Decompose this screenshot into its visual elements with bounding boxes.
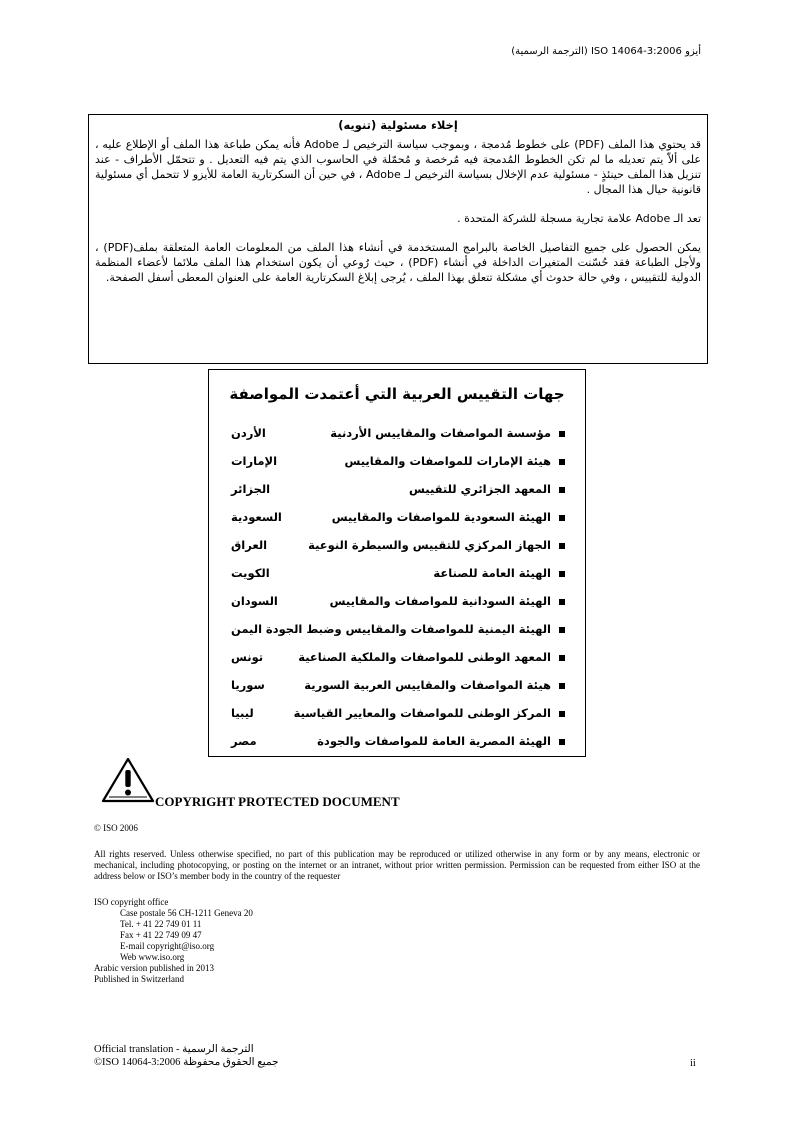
bullet-square-icon [559, 599, 565, 605]
org-name: هيئة المواصفات والمقاييس العربية السورية [304, 678, 551, 692]
country-name: تونس [231, 650, 264, 664]
office-name: ISO copyright office [94, 897, 169, 907]
list-item [221, 680, 565, 708]
rights-text: All rights reserved. Unless otherwise specified, no part of this publication may be reproduced or utilized otherwise in any form or by any means, electronic or mechanical, including photocopying, or posting on the internet or an intranet, without prior written permission. Permission can be requested from either ISO at the address below or ISO’s member body in the country of the requester [94, 849, 700, 881]
list-item [221, 624, 565, 652]
list-item [221, 428, 565, 456]
list-item [221, 568, 565, 596]
org-name: هيئة الإمارات للمواصفات والمقاييس [344, 454, 551, 468]
footer-copyright-line: ©ISO 14064-3:2006 جميع الحقوق محفوظة [94, 1057, 279, 1068]
header-reference: أيزو ISO 14064-3:2006 (الترجمة الرسمية) [511, 46, 701, 57]
copyright-title: COPYRIGHT PROTECTED DOCUMENT [155, 794, 400, 809]
country-name: اليمن [231, 622, 263, 636]
country-name: الكويت [231, 566, 270, 580]
standards-bodies-box [208, 369, 586, 757]
bullet-square-icon [559, 431, 565, 437]
bullet-square-icon [559, 543, 565, 549]
bullet-square-icon [559, 487, 565, 493]
country-name: السعودية [231, 510, 282, 524]
org-name: الهيئة السعودية للمواصفات والمقاييس [331, 510, 551, 524]
country-name: العراق [231, 538, 268, 552]
list-item [221, 456, 565, 484]
bullet-square-icon [559, 459, 565, 465]
list-item [221, 652, 565, 680]
published-note: Published in Switzerland [94, 974, 184, 984]
country-name: الجزائر [231, 482, 271, 496]
list-item [221, 708, 565, 736]
office-fax: Fax + 41 22 749 09 47 [120, 930, 202, 940]
list-item [221, 540, 565, 568]
country-name: مصر [231, 734, 257, 748]
bullet-square-icon [559, 655, 565, 661]
list-item [221, 736, 565, 764]
bullet-square-icon [559, 571, 565, 577]
bullet-square-icon [559, 739, 565, 745]
disclaimer-paragraph-1: قد يحتوي هذا الملف (PDF) على خطوط مُدمجة ، وبموجب سياسة الترخيص لـ Adobe فأنه يمكن طباعة هذا الملف أو الإطلاع عليه ، على ألاّ يتم تعديله ما لم تكن الخطوط المُدمجة فيه مُرخصة و مُحمّلة في الحاسوب الذي يتم فيه التعديل . و تتحمّل الأطراف - عند تنزيل هذا الملف حينئذٍ - مسئولية عدم الإخلال بسياسة الترخيص لـ Adobe ، في حين أن السكرتارية العامة للأيزو لا تتحمل أي مسئولية قانونية حيال هذا المجال . [95, 138, 702, 196]
standards-bodies-list [221, 428, 565, 764]
office-web: Web www.iso.org [120, 952, 185, 962]
footer-translation-line: Official translation - الترجمة الرسمية [94, 1044, 254, 1055]
disclaimer-paragraph-2: تعد الـ Adobe علامة تجارية مسجلة للشركة المتحدة . [457, 212, 701, 225]
list-item [221, 596, 565, 624]
org-name: الهيئة العامة للصناعة [433, 566, 551, 580]
disclaimer-box [88, 114, 708, 364]
org-name: المركز الوطنى للمواصفات والمعايير القياسية [293, 706, 551, 720]
office-tel: Tel. + 41 22 749 01 11 [120, 919, 202, 929]
country-name: سوريا [231, 678, 265, 692]
bullet-square-icon [559, 515, 565, 521]
footer [94, 1043, 279, 1069]
list-item [221, 484, 565, 512]
list-item [221, 512, 565, 540]
arabic-version-note: Arabic version published in 2013 [94, 963, 214, 973]
org-name: المعهد الوطنى للمواصفات والملكية الصناعية [298, 650, 551, 664]
org-name: الجهاز المركزي للتقييس والسيطرة النوعية [308, 538, 551, 552]
country-name: الإمارات [231, 454, 278, 468]
office-email: E-mail copyright@iso.org [120, 941, 215, 951]
warning-icon [101, 757, 155, 803]
country-name: الأردن [231, 426, 266, 440]
office-address: Case postale 56 CH-1211 Geneva 20 [120, 908, 253, 918]
org-name: الهيئة السودانية للمواصفات والمقاييس [329, 594, 551, 608]
iso-year: © ISO 2006 [94, 823, 138, 833]
org-name: المعهد الجزائري للتقييس [409, 482, 551, 496]
standards-bodies-title: جهات التقييس العربية التي أعتمدت المواصفة [229, 385, 565, 403]
bullet-square-icon [559, 711, 565, 717]
copyright-office-block [94, 897, 253, 985]
country-name: ليبيا [231, 706, 254, 720]
bullet-square-icon [559, 683, 565, 689]
disclaimer-title: إخلاء مسئولية (تنويه) [338, 118, 458, 132]
org-name: مؤسسة المواصفات والمقاييس الأردنية [330, 426, 551, 440]
country-name: السودان [231, 594, 278, 608]
org-name: الهيئة اليمنية للمواصفات والمقاييس وضبط الجودة [265, 622, 551, 636]
bullet-square-icon [559, 627, 565, 633]
org-name: الهيئة المصرية العامة للمواصفات والجودة [317, 734, 551, 748]
page-number: ii [690, 1058, 696, 1069]
disclaimer-paragraph-3: يمكن الحصول على جميع التفاصيل الخاصة بالبرامج المستخدمة في أنشاء هذا الملف من المعلومات العامة المتعلقة بملف(PDF) ، ولأجل الطباعة فقد حُسّنت المتغيرات الداخلة في أنشاء (PDF) ، حيث رُوعي أن يكون استخدام هذا الملف ملائما لأعضاء المنظمة الدولية للتقييس ، وفي حالة حدوث أي مشكلة تتعلق بهذا الملف ، يُرجى إبلاغ السكرتارية العامة على العنوان المعطى أسفل الصفحة. [95, 241, 701, 284]
